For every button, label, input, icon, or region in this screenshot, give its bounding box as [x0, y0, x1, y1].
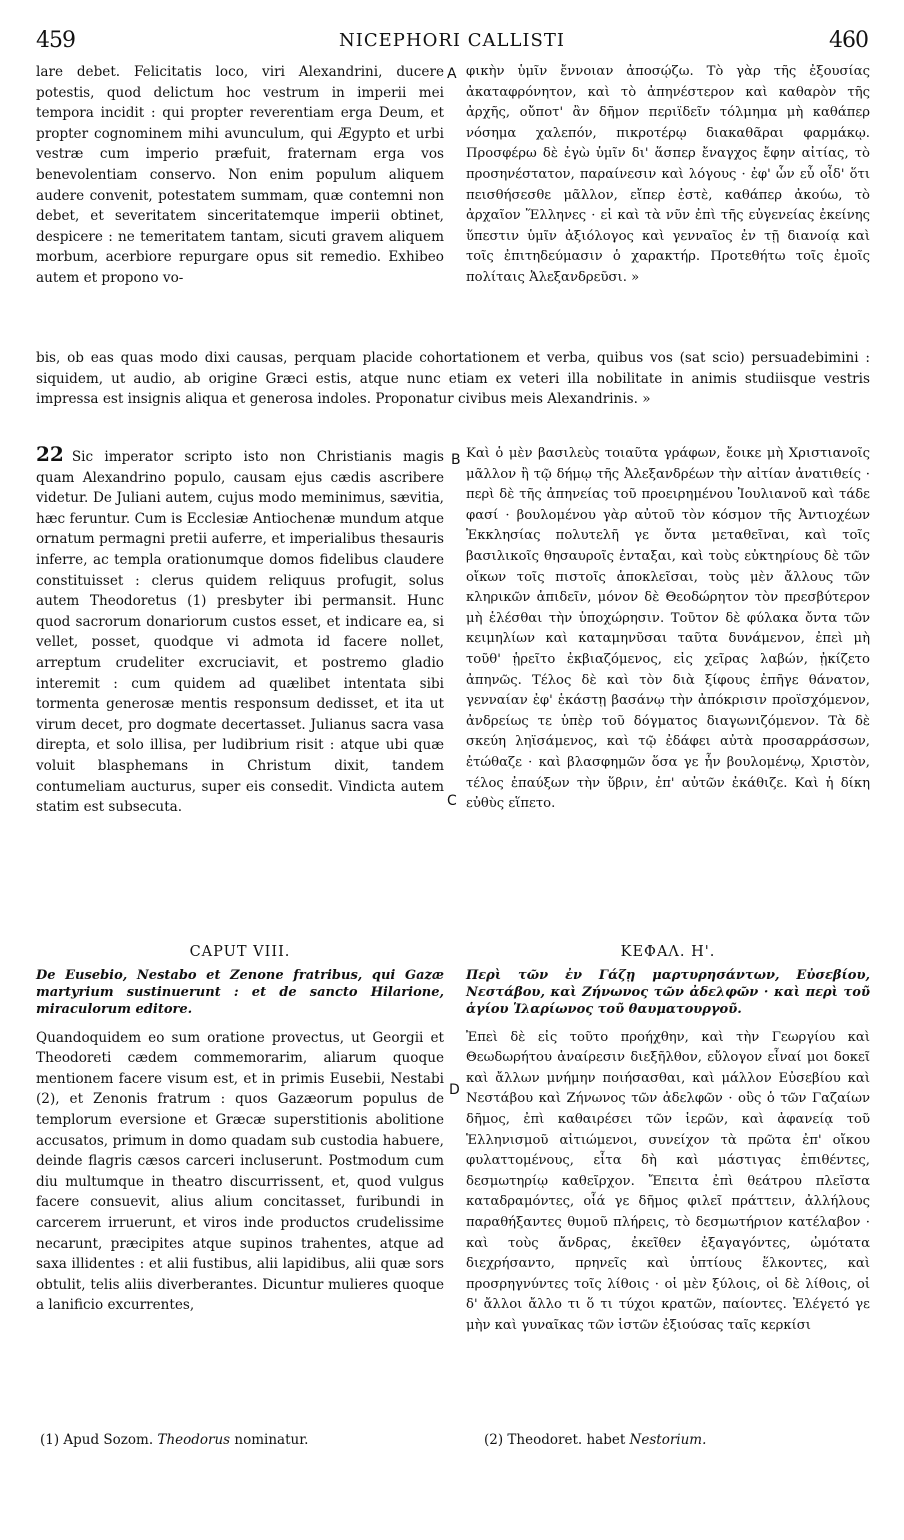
latin-paragraph-22: [36, 444, 444, 818]
greek-column-top: [466, 62, 870, 289]
page-number-left: 459: [36, 28, 75, 53]
section-22-greek-text: Καὶ ὁ μὲν βασιλεὺς τοιαῦτα γράφων, ἔοικε μὴ Χριστιανοῖς μᾶλλον ἢ τῷ δήμῳ τῆς Ἀλεξανδρέων τὴν αἰτίαν ἀνατιθείς · περὶ δὲ τῆς ἀπηνείας τοῦ προειρημένου Ἰουλιανοῦ καὶ τάδε φασί · βουλομένου γὰρ αὐτοῦ τὸν κόσμον τῆς Ἀντιοχέων Ἐκκλησίας πολυτελῆ γε ὄντα μεταθεῖναι, καὶ τοῖς βασιλικοῖς θησαυροῖς ἐνταξαι, καὶ τοὺς εὐκτηρίους δὲ τῶν οἴκων τοῖς πιστοῖς ἀποκλεῖσαι, τοὺς μὲν ἄλλους τῶν κληρικῶν ἀπιδεῖν, μόνον δὲ Θεοδώρητον τὸν πρεσβύτερον μὴ ἑλέσθαι τὴν ὑποχώρησιν. Τοῦτον δὲ φύλακα ὄντα τῶν κειμηλίων καὶ καταμηνῦσαι ταῦτα δυνάμενον, ἐπεὶ μὴ τοῦθ' ᾑρεῖτο ἐκβιαζόμενος, εἰς χεῖρας λαβών, ᾐκίζετο ἀπηνῶς. Τέλος δὲ καὶ τὸν διὰ ξίφους ἐπῆγε θάνατον, γενναίαν ἐφ' ἑκάστῃ βασάνῳ τὴν ἀπόκρισιν προϊσχόμενον, ἀνδρείως τε ὑπὲρ τοῦ δόγματος διαγωνιζόμενον. Τὰ δὲ σκεύη ληϊσάμενος, καὶ τῷ ἐδάφει αὐτὰ προσαρράσσων, ἐτώθαζε · καὶ βλασφημῶν ὅσα γε ἦν βουλομένῳ, Χριστὸν, τέλος ἐπαύξων τὴν ὕβριν, ἐπ' αὐτῶν ἐκάθιζε. Καὶ ἡ δίκη εὐθὺς εἵπετο.: [466, 446, 870, 812]
margin-marker-c: C: [447, 793, 457, 809]
margin-marker-a: A: [447, 66, 457, 82]
greek-column-chapter: [466, 930, 870, 1337]
chapter-subtitle-latin: De Eusebio, Nestabo et Zenone fratribus, qui Gazæ martyrium sustinuerunt : et de sancto Hilarione, miraculorum editore.: [36, 967, 444, 1017]
full-width-paragraph: [36, 348, 870, 410]
latin-column-top: [36, 62, 444, 289]
chapter-title-latin: CAPUT VIII.: [189, 944, 291, 960]
footnote-1: [40, 1432, 308, 1448]
section-22-latin-text: Sic imperator scripto isto non Christianis magis quam Alexandrino populo, causam ejus cædis ascribere videtur. De Juliani autem, cujus modo meminimus, sævitia, hæc feruntur. Cum is Ecclesiæ Antiochenæ mundum atque ornatum permagni pretii auferre, et imperialibus thesauris inferre, ac templa orationumque domos fidelibus claudere constituisset : clerus quidem reliquus profugit, solus autem Theodoretus (1) presbyter ibi permansit. Hunc quod sacrorum donariorum custos esset, et indicare ea, si vellet, posset, quodque vi admota id facere nollet, arreptum crudeliter excruciavit, et postremo gladio interemit : cum quidem ad quælibet intentata sibi tormenta generosæ mentis responsum dedisset, et ita ut virum decet, pro dogmate decertasset. Julianus sacra vasa direpta, et solo illisa, per ludibrium risit : atque ubi quæ voluit blasphemans in Christum dixit, tandem contumeliam aucturus, super eis consedit. Vindicta autem statim est subsecuta.: [36, 449, 444, 816]
margin-marker-d: D: [449, 1082, 460, 1098]
running-header: [36, 28, 868, 56]
greek-paragraph: φικὴν ὑμῖν ἔννοιαν ἀποσῴζω. Τὸ γὰρ τῆς ἐξουσίας ἀκαταφρόνητον, καὶ τὸ ἀπηνέστερον καὶ καθαρὸν τῆς ἀρχῆς, οὔποτ' ἂν δῆμον περιϊδεῖν τόλμημα μὴ καθάπερ νόσημα χαλεπόν, πικροτέρῳ διακαθᾶραι φαρμάκῳ. Προσφέρω δὲ ἐγὼ ὑμῖν δι' ἅσπερ ἔναγχος ἔφην αἰτίας, τὸ προσηνέστατον, παραίνεσιν καὶ λόγους · ἐφ' ὧν εὖ οἶδ' ὅτι πεισθήσεσθε μᾶλλον, εἴπερ ἐστὲ, καθάπερ ἀκούω, τὸ ἀρχαῖον Ἕλληνες · εἰ καὶ τὰ νῦν ἐπὶ τῆς εὐγενείας ἐκείνης ὕπεστιν ὑμῖν ἀξιόλογος καὶ γενναῖος ἐν τῇ διανοίᾳ καὶ τοῖς ἐπιτηδεύμασιν ὁ χαρακτήρ. Προτεθήτω τοῖς ἐμοῖς πολίταις Ἀλεξανδρεῦσι. »: [466, 64, 870, 285]
chapter-subtitle-greek: Περὶ τῶν ἐν Γάζῃ μαρτυρησάντων, Εὐσεβίου, Νεστάβου, καὶ Ζήνωνος τῶν ἀδελφῶν · καὶ περὶ τοῦ ἁγίου Ἱλαρίωνος τοῦ θαυματουργοῦ.: [466, 967, 870, 1017]
chapter-text-latin: Quandoquidem eo sum oratione provectus, ut Georgii et Theodoreti cædem commemorarim, aliarum quoque mentionem facere visum est, et in primis Eusebii, Nestabi (2), et Zenonis fratrum : quos Gazæorum populus de templorum eversione et Græcæ superstitionis abolitione accusatos, primum in domo quadam sub custodia habuere, deinde flagris cæsos carceri incluserunt. Postmodum cum diu multumque in theatro discurrissent, et, quod vulgus facere consuevit, alius alium concitasset, furibundi in carcerem irruerunt, et viros inde productos crudelissime necarunt, præcipites atque supinos trahentes, atque ad saxa illidentes : et alii fustibus, alii lapidibus, alii quæ sors obtulit, telis aliis diverberantes. Dicuntur mulieres quoque a lanificio excurrentes,: [36, 1029, 444, 1314]
footnote-2: [484, 1432, 706, 1448]
footnote-1-suffix: nominatur.: [230, 1432, 309, 1448]
footnote-1-text: (1) Apud Sozom.: [40, 1432, 158, 1448]
footnote-2-italic: Nestorium.: [629, 1432, 707, 1448]
section-number: 22: [36, 442, 64, 466]
margin-marker-b: B: [451, 452, 461, 468]
footnote-2-text: (2) Theodoret. habet: [484, 1432, 630, 1448]
latin-paragraph-continued: bis, ob eas quas modo dixi causas, perquam placide cohortationem et verba, quibus vos (sat scio) persuadebimini : siquidem, ut audio, ab origine Græci estis, atque nunc etiam ex veteri illa nobilitate in animis studiisque vestris impressa est insignis aliqua et generosa indoles. Proponatur civibus meis Alexandrinis. »: [36, 350, 870, 408]
latin-column-section-22: [36, 444, 444, 818]
latin-column-chapter: [36, 930, 444, 1316]
page-number-right: 460: [829, 28, 868, 53]
footnote-1-italic: Theodorus: [157, 1432, 231, 1448]
chapter-title-greek: ΚΕΦΑΛ. Η'.: [620, 944, 716, 960]
greek-column-section-22: [466, 444, 870, 815]
running-title: NICEPHORI CALLISTI: [339, 30, 565, 51]
latin-paragraph: lare debet. Felicitatis loco, viri Alexandrini, ducere potestis, quod delictum hoc vestrum in imperii mei tempora incidit : qui propter reverentiam erga Deum, et propter cognominem mihi avunculum, qui Ægypto et urbi vestræ cum imperio præfuit, fraternam erga vos benevolentiam conservo. Non enim populum aliquem audere convenit, potestatem summam, quæ contemni non debet, et severitatem sinceritatemque imperii obtinet, despicere : ne temeritatem tantam, sicuti gravem aliquem morbum, acerbiore repurgare opus sit remedio. Exhibeo autem et propono vo-: [36, 64, 444, 286]
chapter-text-greek: Ἐπεὶ δὲ εἰς τοῦτο προήχθην, καὶ τὴν Γεωργίου καὶ Θεωδωρήτου ἀναίρεσιν διεξῆλθον, εὔλογον εἶναί μοι δοκεῖ καὶ ἄλλων μνήμην ποιήσασθαι, καὶ μάλλον Εὐσεβίου καὶ Νεστάβου καὶ Ζήνωνος τῶν ἀδελφῶν · οὓς ὁ τῶν Γαζαίων δῆμος, ἐπὶ καθαιρέσει τῶν ἱερῶν, καὶ ἀφανείᾳ τοῦ Ἑλληνισμοῦ αἰτιώμενοι, συνείχον τὰ πρῶτα ἐπ' οἴκου φυλαττομένους, εἶτα δὴ καὶ μάστιγας ἐπιθέντες, δεσμωτηρίῳ καθεῖρχον. Ἔπειτα ἐπὶ θεάτρου πλεῖστα καταδραμόντες, οἷά γε δῆμος φιλεῖ πράττειν, ἀλλήλους παραθήξαντες θυμοῦ πλήρεις, τὸ δεσμωτήριον κατέλαβον · καὶ τοὺς ἄνδρας, ἐκεῖθεν ἐξαγαγόντες, ὠμότατα διεχρήσαντο, πρηνεῖς καὶ ὑπτίους ἕλκοντες, καὶ προσρηγνύντες τοῖς λίθοις · οἱ μὲν ξύλοις, οἱ δὲ λίθοις, οἱ δ' ἄλλοι ἄλλο τι ὅ τι τύχοι κρατῶν, παίοντες. Ἐλέγετό γε μὴν καὶ γυναῖκας τῶν ἱστῶν ἐξιούσας ταῖς κερκίσι: [466, 1029, 870, 1333]
